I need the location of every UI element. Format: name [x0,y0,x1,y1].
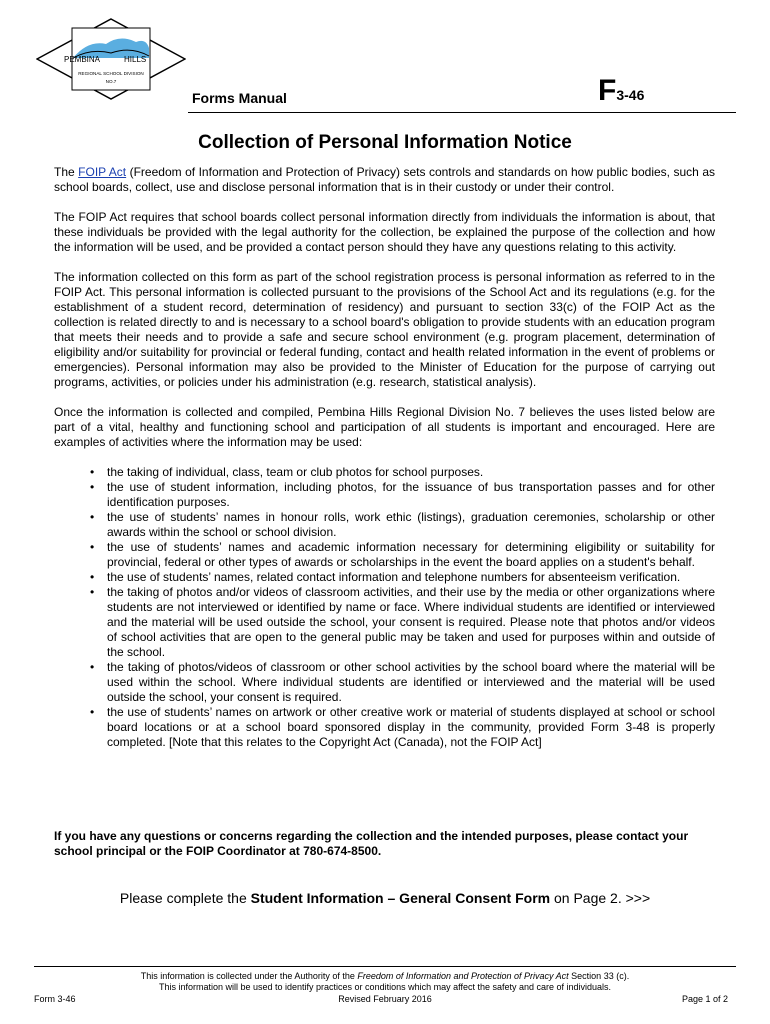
list-item: • the use of students’ names and academic information necessary for determining eligibility or suitability for provincial, federal or other types of awards or scholarships in the event the board applies on a student's behalf. [107,540,715,570]
paragraph-foip-intro [54,165,715,195]
paragraph-collection-purpose: The information collected on this form as part of the school registration process is personal information as referred to in the FOIP Act. This personal information is collected pursuant to the provisions of the School Act and its regulations (e.g. for the establishment of a student record, determination of residency) and pursuant to section 33(c) of the FOIP Act as the collection is related directly to and is necessary to a school board's obligation to provide students with an education program that meets their needs and to provide a safe and secure school environment (e.g. program placement, determination of eligibility and/or suitability for provincial or federal funding, contact and health related information in the event of problems or emergencies). Personal information may also be provided to the Minister of Education for the purpose of carrying out programs, activities, or policies under his administration (e.g. research, statistical analysis). [54,270,715,389]
list-item: • the taking of photos/videos of classroom or other school activities by the school board where the material will be used within the school. Where individual students are identified or interviewed and the material will be used outside the school, your consent is required. [107,660,715,705]
footer-authority-prefix: This information is collected under the Authority of the [140,971,358,981]
paragraph-foip-intro-prefix: The [54,165,79,179]
uses-list [54,465,715,750]
manual-label: Forms Manual [192,90,287,106]
notice-body [54,165,715,750]
consent-form-name: Student Information – General Consent Form [250,890,551,906]
list-item: • the taking of photos and/or videos of classroom activities, and their use by the media or other organizations where students are not interviewed or identified by name or face. Where individual students are identified or interviewed and the material will be used outside the school, your consent is required. Please note that photos and/or videos of school activities that are open to the general public may be taken and used for purposes within and outside of the school. [107,585,715,660]
logo-word-left: PEMBINA [64,55,101,64]
foip-act-link[interactable]: FOIP Act [78,165,127,179]
consent-form-prompt [0,890,770,906]
list-item: • the use of students’ names on artwork or other creative work or material of students displayed at school or school board locations or at a school board sponsored display in the community, provided Form 3-48 is properly completed. [Note that this relates to the Copyright Act (Canada), not the FOIP Act] [107,705,715,750]
list-item: • the taking of individual, class, team or club photos for school purposes. [107,465,715,480]
paragraph-foip-intro-rest: (Freedom of Information and Protection of Privacy) sets controls and standards on how public bodies, such as school boards, collect, use and disclose personal information that is in their custody or under their control. [54,165,715,194]
list-item: • the use of students’ names, related contact information and telephone numbers for absenteeism verification. [107,570,715,585]
consent-form-prompt-prefix: Please complete the [119,890,251,906]
paragraph-uses-intro: Once the information is collected and compiled, Pembina Hills Regional Division No. 7 believes the uses listed below are part of a vital, healthy and functioning school and participation of all students is important and encouraged. Here are examples of activities where the information may be used: [54,405,715,449]
paragraph-foip-requirements: The FOIP Act requires that school boards collect personal information directly from individuals the information is about, that these individuals be provided with the legal authority for the collection, be explained the purpose of the collection and how the information will be used, and be provided a contact person should they have any questions relating to this activity. [54,210,715,254]
logo-word-right: HILLS [124,55,147,64]
contact-notice: If you have any questions or concerns regarding the collection and the intended purposes, please contact your school principal or the FOIP Coordinator at 780-674-8500. [54,829,689,858]
footer-act-name: Freedom of Information and Protection of Privacy Act [357,971,569,981]
list-item: • the use of student information, including photos, for the issuance of bus transportation passes and for other identification purposes. [107,480,715,510]
list-item: • the use of students’ names in honour rolls, work ethic (listings), graduation ceremonies, scholarship or other awards within the school or school division. [107,510,715,540]
footer-form-id: Form 3-46 [34,994,76,1004]
consent-form-prompt-suffix: on Page 2. >>> [550,890,651,906]
footer-authority-suffix: Section 33 (c). [568,971,630,981]
form-code [598,76,644,106]
page-title: Collection of Personal Information Notice [198,132,572,153]
form-code-number: 3-46 [616,87,645,103]
footer-revision: Revised February 2016 [338,994,432,1004]
form-code-letter: F [598,74,617,107]
logo-line2: NO.7 [105,79,117,84]
footer-usage: This information will be used to identify practices or conditions which may affect the safety and care of individuals. [158,982,612,992]
pembina-hills-logo [36,18,186,100]
footer-divider [34,966,736,967]
header-divider [188,112,736,113]
footer-authority [0,971,770,982]
logo-line1: REGIONAL SCHOOL DIVISION [78,71,144,76]
footer-page-number: Page 1 of 2 [681,994,728,1004]
